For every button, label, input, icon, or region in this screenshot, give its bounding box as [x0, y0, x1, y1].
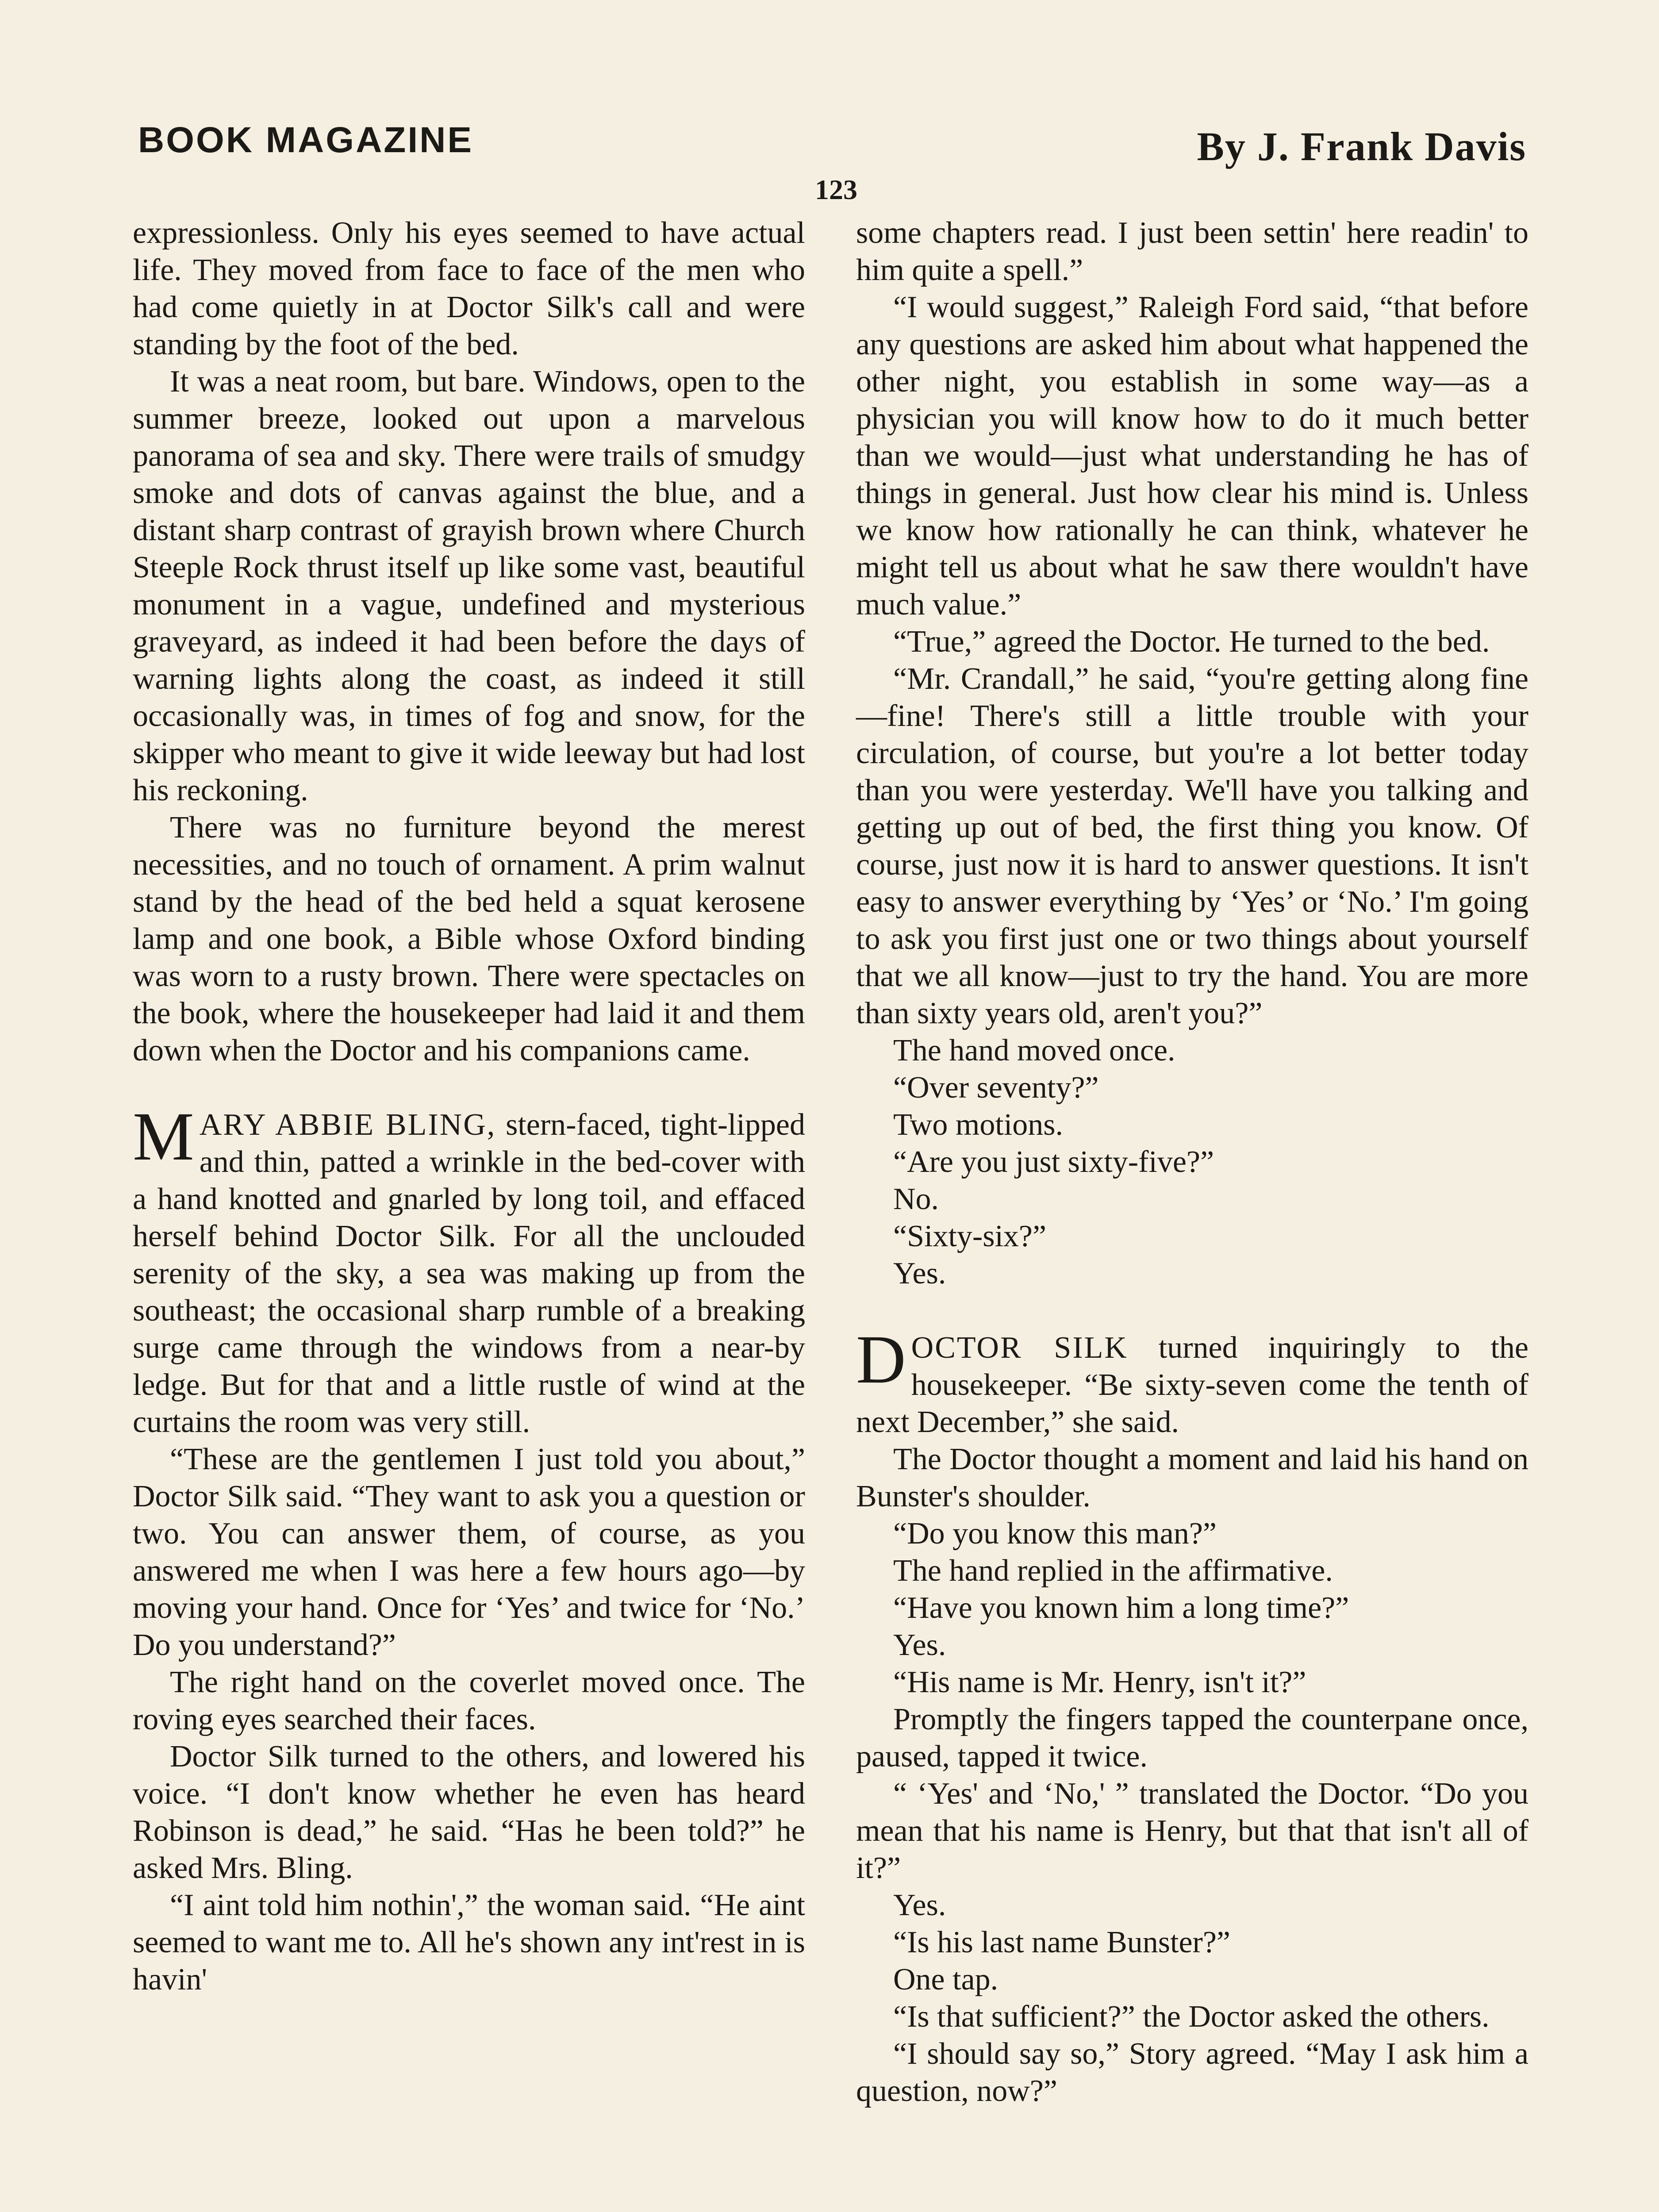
paragraph: “Over seventy?”	[893, 1071, 1099, 1105]
paragraph: “I should say so,” Story agreed. “May I ask him a question, now?”	[856, 2037, 1528, 2108]
paragraph: some chapters read. I just been settin' here readin' to him quite a spell.”	[856, 216, 1528, 287]
paragraph: “ ‘Yes' and ‘No,' ” translated the Doctor. “Do you mean that his name is Henry, but that that isn't all of it?”	[856, 1777, 1528, 1885]
paragraph: “I aint told him nothin',” the woman said. “He aint seemed to want me to. All he's shown any int'rest in is havin'	[133, 1888, 805, 1997]
left-column	[133, 215, 805, 1998]
paragraph: One tap.	[893, 1962, 998, 1997]
paragraph: “Have you known him a long time?”	[893, 1591, 1349, 1625]
paragraph: The hand replied in the affirmative.	[893, 1554, 1333, 1588]
paragraph: “Do you know this man?”	[893, 1517, 1217, 1551]
paragraph: expressionless. Only his eyes seemed to have actual life. They moved from face to face of the men who had come quietly in at Doctor Silk's call and were standing by the foot of the bed.	[133, 216, 805, 361]
paragraph: The hand moved once.	[893, 1033, 1175, 1068]
paragraph: Two motions.	[893, 1108, 1064, 1142]
paragraph: Doctor Silk turned to the others, and lowered his voice. “I don't know whether he even has heard Robinson is dead,” he said. “Has he been told?” he asked Mrs. Bling.	[133, 1740, 805, 1885]
paragraph: “Are you just sixty-five?”	[893, 1145, 1214, 1179]
paragraph: Yes.	[893, 1628, 946, 1662]
running-header-byline: By J. Frank Davis	[1197, 124, 1526, 169]
paragraph: There was no furniture beyond the merest necessities, and no touch of ornament. A prim walnut stand by the head of the bed held a squat kerosene lamp and one book, a Bible whose Oxford binding was worn to a rusty brown. There were spectacles on the book, where the housekeeper had laid it and them down when the Doctor and his companions came.	[133, 810, 805, 1068]
paragraph: Yes.	[893, 1256, 946, 1290]
paragraph: “Is that sufficient?” the Doctor asked the others.	[893, 2000, 1490, 2034]
right-column	[856, 215, 1528, 2110]
section-opening-paragraph	[133, 1098, 805, 1441]
page-number: 123	[815, 174, 857, 205]
paragraph: “Is his last name Bunster?”	[893, 1925, 1231, 1959]
paragraph: The right hand on the coverlet moved once. The roving eyes searched their faces.	[133, 1665, 805, 1736]
paragraph: “Sixty-six?”	[893, 1219, 1047, 1253]
paragraph: “These are the gentlemen I just told you about,” Doctor Silk said. “They want to ask you a question or two. You can answer them, of course, as you answered me when I was here a few hours ago—by moving your hand. Once for ‘Yes’ and twice for ‘No.’ Do you understand?”	[133, 1442, 805, 1662]
paragraph: It was a neat room, but bare. Windows, open to the summer breeze, looked out upon a marvelous panorama of sea and sky. There were trails of smudgy smoke and dots of canvas against the blue, and a distant sharp contrast of grayish brown where Church Steeple Rock thrust itself up like some vast, beautiful monument in a vague, undefined and mysterious graveyard, as indeed it had been before the days of warning lights along the coast, as indeed it still occasionally was, in times of fog and snow, for the skipper who meant to give it wide leeway but had lost his reckoning.	[133, 365, 805, 807]
drop-cap: D	[856, 1321, 906, 1398]
paragraph: “True,” agreed the Doctor. He turned to the bed.	[893, 625, 1490, 659]
paragraph: “His name is Mr. Henry, isn't it?”	[893, 1665, 1306, 1699]
section-opening-paragraph	[856, 1321, 1528, 1441]
paragraph: No.	[893, 1182, 939, 1216]
small-caps-lead: OCTOR SILK	[911, 1331, 1128, 1365]
paragraph: “I would suggest,” Raleigh Ford said, “that before any questions are asked him about what happened the other night, you establish in some way—as a physician you will know how to do it much better than we would—just what understanding he has of things in general. Just how clear his mind is. Unless we know how rationally he can think, whatever he might tell us about what he saw there wouldn't have much value.”	[856, 290, 1528, 622]
paragraph-text: stern-faced, tight-lipped and thin, patted a wrinkle in the bed-cover with a hand knotted and gnarled by long toil, and effaced herself behind Doctor Silk. For all the unclouded serenity of the sky, a sea was making up from the southeast; the occasional sharp rumble of a breaking surge came through the windows from a near-by ledge. But for that and a little rustle of wind at the curtains the room was very still.	[133, 1108, 805, 1439]
paragraph: “Mr. Crandall,” he said, “you're getting along fine—fine! There's still a little trouble with your circulation, of course, but you're a lot better today than you were yesterday. We'll have you talking and getting up out of bed, the first thing you know. Of course, just now it is hard to answer questions. It isn't easy to answer everything by ‘Yes’ or ‘No.’ I'm going to ask you first just one or two things about yourself that we all know—just to try the hand. You are more than sixty years old, aren't you?”	[856, 662, 1528, 1030]
paragraph: The Doctor thought a moment and laid his hand on Bunster's shoulder.	[856, 1442, 1528, 1513]
paragraph-text: turned inquiringly to the housekeeper. “Be sixty-seven come the tenth of next December,” she said.	[856, 1331, 1528, 1439]
small-caps-lead: ARY ABBIE BLING,	[199, 1108, 496, 1142]
paragraph: Yes.	[893, 1888, 946, 1922]
running-header-publication: BOOK MAGAZINE	[138, 120, 474, 160]
drop-cap: M	[133, 1098, 194, 1175]
paragraph: Promptly the fingers tapped the counterpane once, paused, tapped it twice.	[856, 1702, 1528, 1774]
